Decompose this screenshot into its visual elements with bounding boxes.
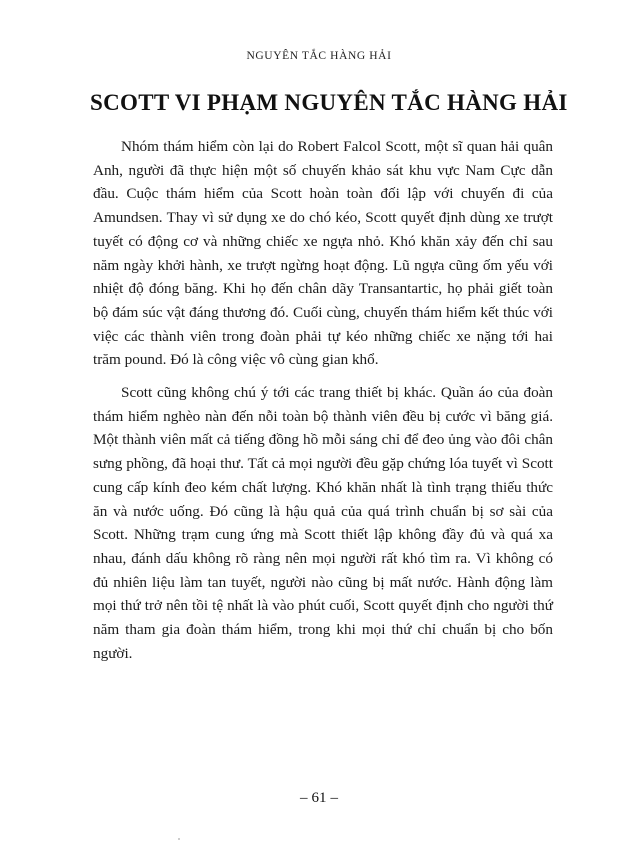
paragraph-2: Scott cũng không chú ý tới các trang thiết bị khác. Quần áo của đoàn thám hiểm nghèo nàn đến nỗi toàn bộ thành viên đều bị cước vì băng giá. Một thành viên mất cả tiếng đồng hồ mỗi sáng chỉ để đeo ủng vào đôi chân sưng phồng, đã hoại thư. Tất cả mọi người đều gặp chứng lóa tuyết vì Scott cung cấp kính đeo kém chất lượng. Khó khăn nhất là tình trạng thiếu thức ăn và nước uống. Đó cũng là hậu quả của quá trình chuẩn bị sơ sài của Scott. Những trạm cung ứng mà Scott thiết lập không đầy đủ và quá xa nhau, đánh dấu không rõ ràng nên mọi người rất khó tìm ra. Vì không có đủ nhiên liệu làm tan tuyết, người nào cũng bị mất nước. Hành động làm mọi thứ trở nên tồi tệ nhất là vào phút cuối, Scott quyết định cho người thứ năm tham gia đoàn thám hiểm, trong khi mọi thứ chỉ chuẩn bị cho bốn người. — [93, 384, 553, 662]
chapter-title: SCOTT VI PHẠM NGUYÊN TẮC HÀNG HẢI — [90, 90, 568, 115]
page-number: 61 — [311, 790, 327, 806]
running-header: NGUYÊN TẮC HÀNG HẢI — [246, 50, 392, 62]
dash-right: – — [330, 790, 338, 806]
dash-left: – — [300, 790, 308, 806]
scan-speck — [178, 838, 180, 840]
body-text — [93, 135, 553, 665]
paragraph-1: Nhóm thám hiểm còn lại do Robert Falcol Scott, một sĩ quan hải quân Anh, người đã thực hiện một số chuyến khảo sát khu vực Nam Cực dẫn đầu. Cuộc thám hiểm của Scott hoàn toàn đối lập với chuyến đi của Amundsen. Thay vì sử dụng xe do chó kéo, Scott quyết định dùng xe trượt tuyết có động cơ và những chiếc xe ngựa nhỏ. Khó khăn xảy đến chỉ sau năm ngày khởi hành, xe trượt ngừng hoạt động. Lũ ngựa cũng ốm yếu với nhiệt độ đóng băng. Khi họ đến chân dãy Transantartic, họ phải giết toàn bộ đám súc vật đáng thương đó. Cuối cùng, chuyến thám hiểm kết thúc với việc các thành viên trong đoàn phải tự kéo những chiếc xe nặng tới hai trăm pound. Đó là công việc vô cùng gian khổ. — [93, 138, 553, 369]
page-number-footer — [0, 790, 638, 807]
